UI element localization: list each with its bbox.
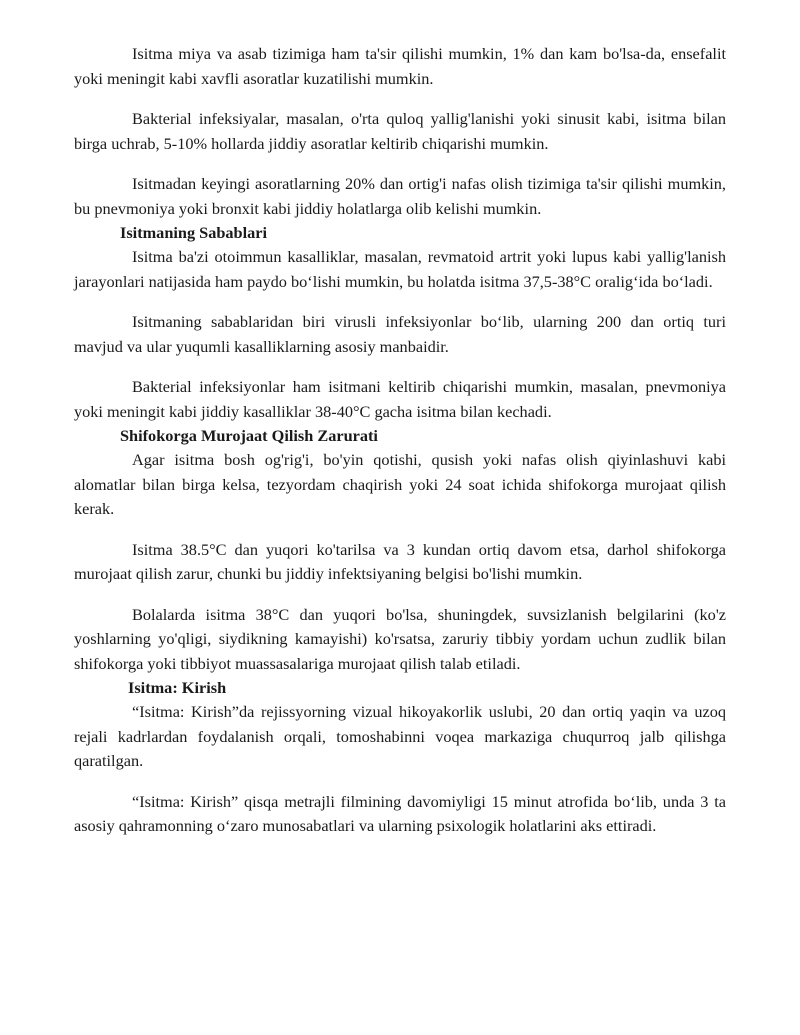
paragraph-emergency-symptoms: Agar isitma bosh og'rig'i, bo'yin qotishi, qusish yoki nafas olish qiyinlashuvi kabi alomatlar bilan birga kelsa, tezyordam chaqirish yoki 24 soat ichida shifokorga murojaat qilish kerak. <box>74 450 726 518</box>
paragraph-children: Bolalarda isitma 38°C dan yuqori bo'lsa, shuningdek, suvsizlanish belgilarini (ko'z yoshlarning yo'qligi, siydikning kamayishi) ko'rsatsa, zaruriy tibbiy yordam uchun zudlik bilan shifokorga yoki tibbiyot muassasalariga murojaat qilish talab etiladi. <box>74 604 726 673</box>
paragraph-high-fever: Isitma 38.5°C dan yuqori ko'tarilsa va 3 kundan ortiq davom etsa, darhol shifokorga murojaat qilish zarur, chunki bu jiddiy infektsiyaning belgisi bo'lishi mumkin. <box>74 539 726 583</box>
document-page <box>74 42 726 839</box>
paragraph-respiratory-complications: Isitmadan keyingi asoratlarning 20% dan ortig'i nafas olish tizimiga ta'sir qilishi mumkin, bu pnevmoniya yoki bronxit kabi jiddiy holatlarga olib kelishi mumkin. <box>74 174 726 218</box>
paragraph-film-style: “Isitma: Kirish”da rejissyorning vizual hikoyakorlik uslubi, 20 dan ortiq yaqin va uzoq rejali kadrlardan foydalanish orqali, tomoshabinni voqea markaziga chuqurroq jalb qilishga qaratilgan. <box>74 702 726 770</box>
paragraph-film-duration: “Isitma: Kirish” qisqa metrajli filmining davomiyligi 15 minut atrofida bo‘lib, unda 3 ta asosiy qahramonning o‘zaro munosabatlari va ularning psixologik holatlarini aks ettiradi. <box>74 791 726 835</box>
paragraph-bacterial-infections: Bakterial infeksiyalar, masalan, o'rta quloq yallig'lanishi yoki sinusit kabi, isitma bilan birga uchrab, 5-10% hollarda jiddiy asoratlar keltirib chiqarishi mumkin. <box>74 109 726 153</box>
heading-doctor: Shifokorga Murojaat Qilish Zarurati <box>120 426 378 445</box>
heading-causes: Isitmaning Sabablari <box>120 223 268 242</box>
heading-intro: Isitma: Kirish <box>128 678 227 697</box>
paragraph-autoimmune: Isitma ba'zi otoimmun kasalliklar, masalan, revmatoid artrit yoki lupus kabi yallig'lanish jarayonlari natijasida ham paydo bo‘lishi mumkin, bu holatda isitma 37,5-38°C oralig‘ida bo‘ladi. <box>74 247 726 291</box>
paragraph-viral-infections: Isitmaning sabablaridan biri virusli infeksiyonlar bo‘lib, ularning 200 dan ortiq turi mavjud va ular yuqumli kasalliklarning asosiy manbaidir. <box>74 312 726 356</box>
paragraph-nervous-system: Isitma miya va asab tizimiga ham ta'sir qilishi mumkin, 1% dan kam bo'lsa-da, ensefalit yoki meningit kabi xavfli asoratlar kuzatilishi mumkin. <box>74 44 726 88</box>
paragraph-bacterial-causes: Bakterial infeksiyonlar ham isitmani keltirib chiqarishi mumkin, masalan, pnevmoniya yoki meningit kabi jiddiy kasalliklar 38-40°C gacha isitma bilan kechadi. <box>74 377 726 421</box>
